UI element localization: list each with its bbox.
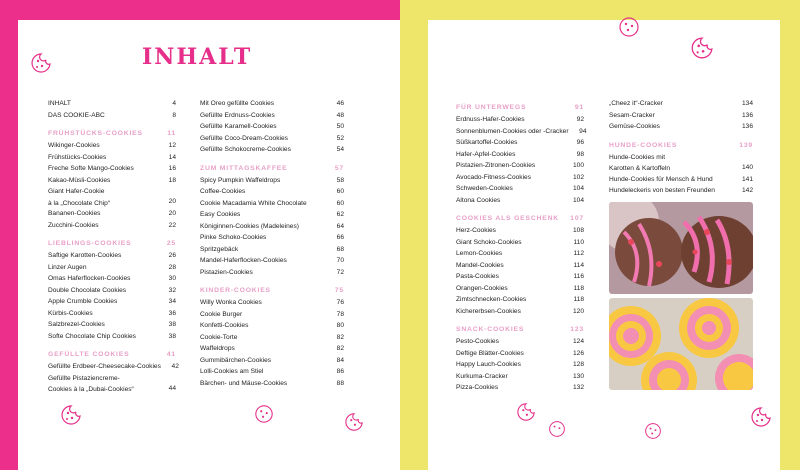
toc-entry [609,152,753,174]
toc-entry-page: 142 [741,187,753,194]
toc-entry [200,255,344,267]
toc-entry-title: Pizza-Cookies [456,384,499,391]
toc-entry-title: Bärchen- und Mäuse-Cookies [200,379,288,387]
toc-entry [456,195,584,207]
toc-entry-page: 141 [741,175,753,183]
toc-entry-title: Deftige Blätter-Cookies [456,349,524,357]
toc-entry-title: Kichererbsen-Cookies [456,307,521,315]
toc-entry-title: Königinnen-Cookies (Madeleines) [200,222,299,230]
toc-entry-title: Pasta-Cookies [456,273,499,280]
toc-entry [609,121,753,133]
toc-entry-page: 20 [168,198,176,205]
toc-entry-title: Easy Cookies [200,211,241,218]
toc-column-1 [48,98,179,395]
toc-entry-page: 110 [573,238,584,246]
toc-entry [48,262,176,274]
toc-entry-title: Gefüllte Pistaziencreme- Cookies à la „Dubai-Cookies“ [48,374,134,393]
toc-entry [456,160,584,172]
toc-entry-title: Giant Schoko-Cookies [456,238,522,246]
toc-entry-title: Waffeldrops [200,345,235,352]
toc-entry-page: 46 [336,100,344,107]
toc-entry [609,185,753,197]
toc-entry-page: 96 [576,139,584,146]
toc-entry [200,198,344,210]
toc-entry-page: 32 [168,286,176,294]
toc-entry [456,137,584,149]
toc-entry [456,225,584,237]
toc-entry-title: Kurkuma-Cracker [456,372,508,380]
cookie-icon [60,404,82,426]
toc-entry-title: Erdnuss-Hafer-Cookies [456,116,525,123]
toc-entry [200,366,344,378]
toc-entry [48,110,176,122]
toc-entry [200,221,344,233]
toc-entry-page: 70 [336,257,344,264]
toc-section-heading: SNACK-COOKIES 123 [456,326,584,333]
cookie-icon [516,402,536,422]
toc-entry-page: 38 [168,321,176,328]
toc-entry-page: 62 [336,211,344,218]
toc-section-heading: GEFÜLLTE COOKIES 41 [48,351,176,358]
toc-entry [48,163,176,175]
toc-entry-page: 22 [168,221,176,229]
toc-entry [200,297,344,309]
toc-entry-title: Freche Softe Mango-Cookies [48,165,134,172]
toc-entry-title: Lemon-Cookies [456,250,503,257]
toc-entry-title: Hundeleckeris von besten Freunden [609,187,715,194]
toc-entry-title: Zucchini-Cookies [48,221,99,229]
toc-entry-page: 8 [172,111,176,119]
toc-entry-page: 38 [168,332,176,340]
page-title: INHALT [142,44,253,70]
toc-entry-page: 20 [168,210,176,217]
toc-entry [200,343,344,355]
toc-entry [456,271,584,283]
toc-entry-page: 52 [336,134,344,142]
toc-entry [456,237,584,249]
toc-entry-page: 16 [168,165,176,172]
toc-entry [48,250,176,262]
toc-entry [200,110,344,122]
toc-entry-page: 44 [168,384,176,392]
toc-entry-page: 102 [572,173,584,181]
toc-entry-page: 112 [573,250,584,257]
cookie-icon [30,52,52,74]
toc-entry-title: Pesto-Cookies [456,338,499,345]
toc-column-3 [456,98,587,394]
toc-entry [48,152,176,164]
toc-entry-page: 104 [572,196,584,204]
toc-entry-page: 34 [168,298,176,305]
toc-entry-page: 48 [336,111,344,119]
toc-entry [200,267,344,279]
toc-entry [200,355,344,367]
toc-entry-title: Mandel-Cookies [456,261,504,269]
toc-entry-title: Pistazien-Zitronen-Cookies [456,162,536,169]
toc-entry [200,121,344,133]
toc-entry-title: INHALT [48,100,71,107]
toc-entry [48,308,176,320]
toc-entry-page: 130 [572,372,584,380]
toc-entry [456,114,584,126]
toc-entry-page: 136 [741,123,753,130]
toc-entry-title: Lolli-Cookies am Stiel [200,368,264,375]
toc-entry-page: 78 [336,310,344,318]
toc-entry-title: Gefüllte Karamell-Cookies [200,123,277,130]
toc-entry [456,294,584,306]
toc-entry-page: 36 [168,309,176,317]
toc-entry [609,110,753,122]
toc-entry-page: 100 [572,162,584,169]
toc-entry-title: Cookie Burger [200,310,243,318]
toc-entry-title: Giant Hafer-Cookie à la „Chocolate Chip“ [48,188,110,207]
cookie-icon [618,16,640,38]
toc-entry [48,273,176,285]
toc-entry-page: 98 [576,150,584,158]
toc-entry-page: 132 [572,384,584,391]
toc-section-heading: HUNDE-COOKIES 139 [609,141,753,149]
toc-entry-page: 92 [576,116,584,123]
toc-entry-title: Omas Haferflocken-Cookies [48,275,131,282]
toc-entry [456,359,584,371]
toc-entry [48,285,176,297]
toc-entry-page: 124 [572,338,584,345]
toc-entry-title: Salzbrezel-Cookies [48,321,105,328]
toc-section-heading: COOKIES ALS GESCHENK 107 [456,215,584,222]
toc-entry-title: Zimtschnecken-Cookies [456,296,527,303]
toc-entry-page: 80 [336,322,344,329]
toc-entry-title: Orangen-Cookies [456,284,508,292]
toc-section-heading: ZUM MITTAGSKAFFEE 57 [200,164,344,172]
toc-entry-page: 68 [336,245,344,253]
toc-entry-title: Apple Crumble Cookies [48,298,118,305]
toc-entry [456,348,584,360]
toc-entry-title: DAS COOKIE-ABC [48,111,105,119]
toc-entry-title: Hafer-Apfel-Cookies [456,150,516,158]
toc-entry-title: Pinke Schoko-Cookies [200,234,267,241]
toc-entry-title: Double Chocolate Cookies [48,286,127,294]
toc-entry-page: 118 [573,296,584,303]
cookie-icon [548,420,566,438]
toc-entry-page: 64 [336,222,344,230]
toc-entry-page: 18 [168,176,176,184]
toc-entry [456,260,584,272]
toc-section-heading: KINDER-COOKIES 75 [200,287,344,294]
toc-entry [456,371,584,383]
toc-entry-page: 118 [573,284,584,292]
toc-entry [48,140,176,152]
toc-entry-title: Gemüse-Cookies [609,123,660,130]
toc-entry-page: 134 [741,100,753,107]
toc-entry-page: 94 [579,127,587,135]
toc-entry [48,220,176,232]
toc-entry-page: 50 [336,123,344,130]
toc-entry-page: 114 [573,261,584,269]
toc-entry-title: Mit Oreo gefüllte Cookies [200,100,275,107]
toc-entry-page: 82 [336,333,344,341]
toc-entry [200,133,344,145]
toc-entry [456,306,584,318]
toc-entry-title: Cookie Macadamia White Chocolate [200,199,307,207]
toc-entry-page: 72 [336,268,344,276]
toc-entry [200,98,344,110]
toc-section-heading: FÜR UNTERWEGS 91 [456,104,584,111]
toc-entry-title: Schweden-Cookies [456,185,513,192]
toc-entry [48,175,176,187]
toc-entry-title: Gefüllte Erdbeer-Cheesecake-Cookies [48,363,161,370]
toc-entry-page: 128 [572,361,584,368]
toc-entry-title: Gefüllte Erdnuss-Cookies [200,111,275,119]
toc-entry-title: Gefüllte Coco-Dream-Cookies [200,134,288,142]
toc-entry [200,144,344,156]
toc-entry [48,296,176,308]
toc-entry-title: Kürbis-Cookies [48,309,93,317]
toc-entry-title: Hunde-Cookies mit Karotten & Kartoffeln [609,153,671,172]
toc-section-heading: LIEBLINGS-COOKIES 25 [48,240,176,247]
toc-entry [48,361,179,373]
toc-entry [200,309,344,321]
toc-entry-title: Spicy Pumpkin Waffeldrops [200,176,281,184]
photo-pink-drizzled-cookies [609,202,753,294]
toc-entry-title: Kakao-Müsli-Cookies [48,176,111,184]
toc-entry [200,232,344,244]
cookie-icon [254,404,274,424]
toc-entry-page: 120 [572,307,584,315]
toc-entry-page: 26 [168,252,176,259]
toc-entry-title: Softe Chocolate Chip Cookies [48,332,136,340]
toc-column-2 [200,98,344,389]
toc-section-heading: FRÜHSTÜCKS-COOKIES 11 [48,130,176,137]
toc-entry-page: 88 [336,379,344,387]
toc-entry [200,209,344,221]
toc-entry-title: Coffee-Cookies [200,188,246,195]
toc-entry-title: Saftige Karotten-Cookies [48,252,122,259]
toc-entry [456,382,584,394]
toc-entry [456,248,584,260]
toc-entry [456,126,587,138]
toc-entry-title: Linzer Augen [48,263,87,271]
toc-entry-page: 82 [336,345,344,352]
toc-entry [48,331,176,343]
toc-entry-page: 116 [573,273,584,280]
toc-entry [609,98,753,110]
toc-entry [456,183,584,195]
cookie-icon [750,406,772,428]
toc-entry-title: Sonnenblumen-Cookies oder -Cracker [456,127,569,135]
photo-pinwheel-cookies [609,298,753,390]
toc-entry-title: Pistazien-Cookies [200,268,253,276]
toc-column-4 [609,98,753,197]
toc-entry-title: Cookie-Torte [200,333,238,341]
toc-entry-page: 76 [336,299,344,306]
toc-entry [48,208,176,220]
toc-entry [456,149,584,161]
toc-entry-title: Happy Lauch-Cookies [456,361,521,368]
toc-entry [456,283,584,295]
toc-entry-title: Spritzgebäck [200,245,239,253]
toc-entry [456,336,584,348]
toc-entry-title: Willy Wonka Cookies [200,299,262,306]
toc-entry-page: 58 [336,176,344,184]
toc-entry-title: Bananen-Cookies [48,210,101,217]
toc-entry [456,172,584,184]
cookie-icon [690,36,714,60]
toc-entry [200,186,344,198]
toc-entry-title: Frühstücks-Cookies [48,153,107,161]
toc-entry-title: Gummibärchen-Cookies [200,356,272,364]
toc-entry [609,174,753,186]
toc-entry-page: 66 [336,234,344,241]
toc-entry-title: „Cheez it“-Cracker [609,100,663,107]
toc-entry-page: 60 [336,199,344,207]
toc-entry-page: 30 [168,275,176,282]
toc-entry-title: Süßkartoffel-Cookies [456,139,518,146]
toc-entry-title: Mandel-Haferflocken-Cookies [200,257,287,264]
cookie-icon [344,412,364,432]
toc-entry-page: 104 [572,185,584,192]
toc-entry-title: Herz-Cookies [456,227,496,234]
toc-entry [200,244,344,256]
toc-entry-page: 60 [336,188,344,195]
toc-entry-title: Konfetti-Cookies [200,322,249,329]
toc-entry-page: 84 [336,356,344,364]
toc-entry-title: Sesam-Cracker [609,111,655,119]
toc-entry [200,332,344,344]
toc-entry [48,186,176,208]
toc-entry-title: Hunde-Cookies für Mensch & Hund [609,175,713,183]
toc-entry-page: 140 [741,163,753,171]
cookie-icon [644,422,662,440]
toc-entry-page: 86 [336,368,344,375]
toc-entry-page: 42 [171,363,179,370]
toc-entry [48,373,176,395]
toc-entry-title: Wikinger-Cookies [48,142,100,149]
toc-entry-title: Avocado-Fitness-Cookies [456,173,532,181]
toc-entry-title: Altona Cookies [456,196,501,204]
toc-entry-title: Gefüllte Schokocreme-Cookies [200,146,291,153]
toc-entry-page: 126 [572,349,584,357]
toc-entry [200,378,344,390]
toc-entry [200,320,344,332]
toc-entry-page: 54 [336,146,344,153]
toc-entry-page: 12 [168,142,176,149]
toc-entry-page: 4 [172,100,176,107]
toc-entry-page: 136 [741,111,753,119]
toc-entry [48,319,176,331]
toc-entry [48,98,176,110]
toc-entry-page: 108 [572,227,584,234]
toc-entry-page: 14 [168,153,176,161]
toc-entry-page: 28 [168,263,176,271]
toc-entry [200,175,344,187]
